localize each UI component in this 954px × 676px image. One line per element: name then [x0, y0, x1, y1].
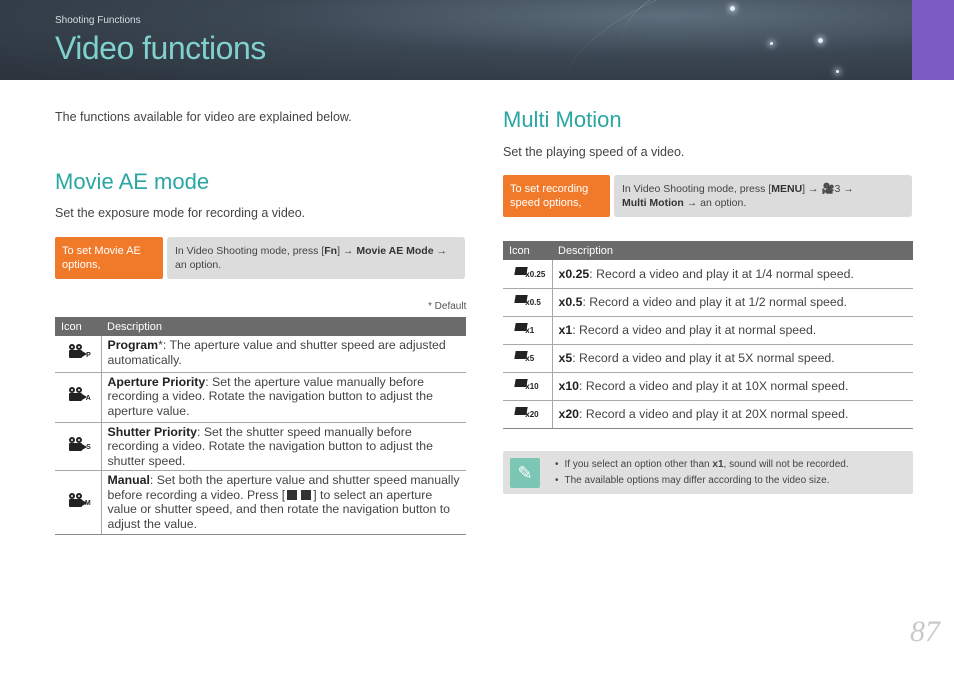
movie-ae-table	[55, 317, 466, 535]
menu-key-icon: MENU	[771, 183, 803, 195]
column-header: Description	[552, 241, 913, 260]
speed-x10-icon: x10	[514, 376, 540, 392]
page-header	[0, 0, 954, 80]
table-row: x0.25 x0.25: Record a video and play it at 1/4 normal speed.	[503, 260, 913, 288]
sparkle	[770, 42, 773, 45]
movie-aperture-priority-icon: A	[67, 387, 89, 403]
chapter-tab[interactable]	[912, 0, 954, 80]
movie-ae-subtitle: Set the exposure mode for recording a video.	[55, 206, 306, 220]
movie-manual-icon: M	[67, 493, 89, 509]
intro-text: The functions available for video are explained below.	[55, 110, 352, 124]
table-row: A Aperture Priority: Set the aperture value manually before recording a video. Rotate the navigation button to adjust the aperture value.	[55, 372, 466, 422]
multi-motion-table	[503, 241, 913, 429]
movie-ae-heading: Movie AE mode	[55, 169, 210, 194]
sparkle	[730, 6, 735, 11]
speed-x1-icon: x1	[514, 320, 540, 336]
sparkle	[818, 38, 823, 43]
multi-motion-heading: Multi Motion	[503, 107, 622, 132]
multi-motion-howto	[503, 175, 912, 217]
speed-x20-icon: x20	[514, 404, 540, 420]
list-item: • If you select an option other than x1, sound will not be recorded.	[555, 457, 849, 473]
multi-motion-subtitle: Set the playing speed of a video.	[503, 145, 685, 159]
table-row: x1 x1: Record a video and play it at normal speed.	[503, 316, 913, 344]
speed-x0.5-icon: x0.5	[514, 292, 540, 308]
table-row: M Manual: Set both the aperture value and shutter speed manually before recording a video. Press [ ] to select an aperture value or shutter speed, and then rotate the navigation button to adjust the value.	[55, 471, 466, 535]
table-row: x5 x5: Record a video and play it at 5X normal speed.	[503, 344, 913, 372]
movie-ae-howto	[55, 237, 465, 279]
movie-program-icon: P	[67, 344, 89, 360]
sparkle	[836, 70, 839, 73]
video-menu-tab-icon: 🎥3	[821, 183, 841, 195]
grid-button-icon	[287, 490, 297, 500]
howto-instructions: In Video Shooting mode, press [Fn] → Movie AE Mode → an option.	[167, 237, 465, 279]
howto-instructions: In Video Shooting mode, press [MENU] → 🎥3 → Multi Motion → an option.	[614, 175, 912, 217]
list-item: • The available options may differ according to the video size.	[555, 473, 849, 489]
fn-key-icon: Fn	[324, 245, 338, 257]
table-row: x10 x10: Record a video and play it at 10X normal speed.	[503, 372, 913, 400]
column-header: Description	[101, 317, 466, 336]
table-row: S Shutter Priority: Set the shutter speed manually before recording a video. Rotate the navigation button to adjust the shutter speed.	[55, 422, 466, 471]
table-row: P Program*: The aperture value and shutter speed are adjusted automatically.	[55, 336, 466, 372]
tip-list	[555, 457, 849, 489]
table-row: x0.5 x0.5: Record a video and play it at 1/2 normal speed.	[503, 288, 913, 316]
tip-box	[503, 451, 913, 494]
column-header: Icon	[55, 317, 101, 336]
column-header: Icon	[503, 241, 552, 260]
movie-shutter-priority-icon: S	[67, 437, 89, 453]
header-decoration	[547, 0, 954, 80]
speed-x0.25-icon: x0.25	[514, 264, 540, 280]
breadcrumb: Shooting Functions	[55, 15, 141, 26]
pencil-note-icon: ✎	[510, 458, 540, 488]
howto-label: To set Movie AE options,	[55, 237, 163, 279]
howto-label: To set recording speed options,	[503, 175, 610, 217]
speed-x5-icon: x5	[514, 348, 540, 364]
default-note: * Default	[428, 301, 467, 312]
page-title: Video functions	[55, 30, 266, 66]
table-row: x20 x20: Record a video and play it at 20X normal speed.	[503, 400, 913, 428]
exposure-button-icon	[301, 490, 311, 500]
page-number: 87	[910, 615, 940, 648]
